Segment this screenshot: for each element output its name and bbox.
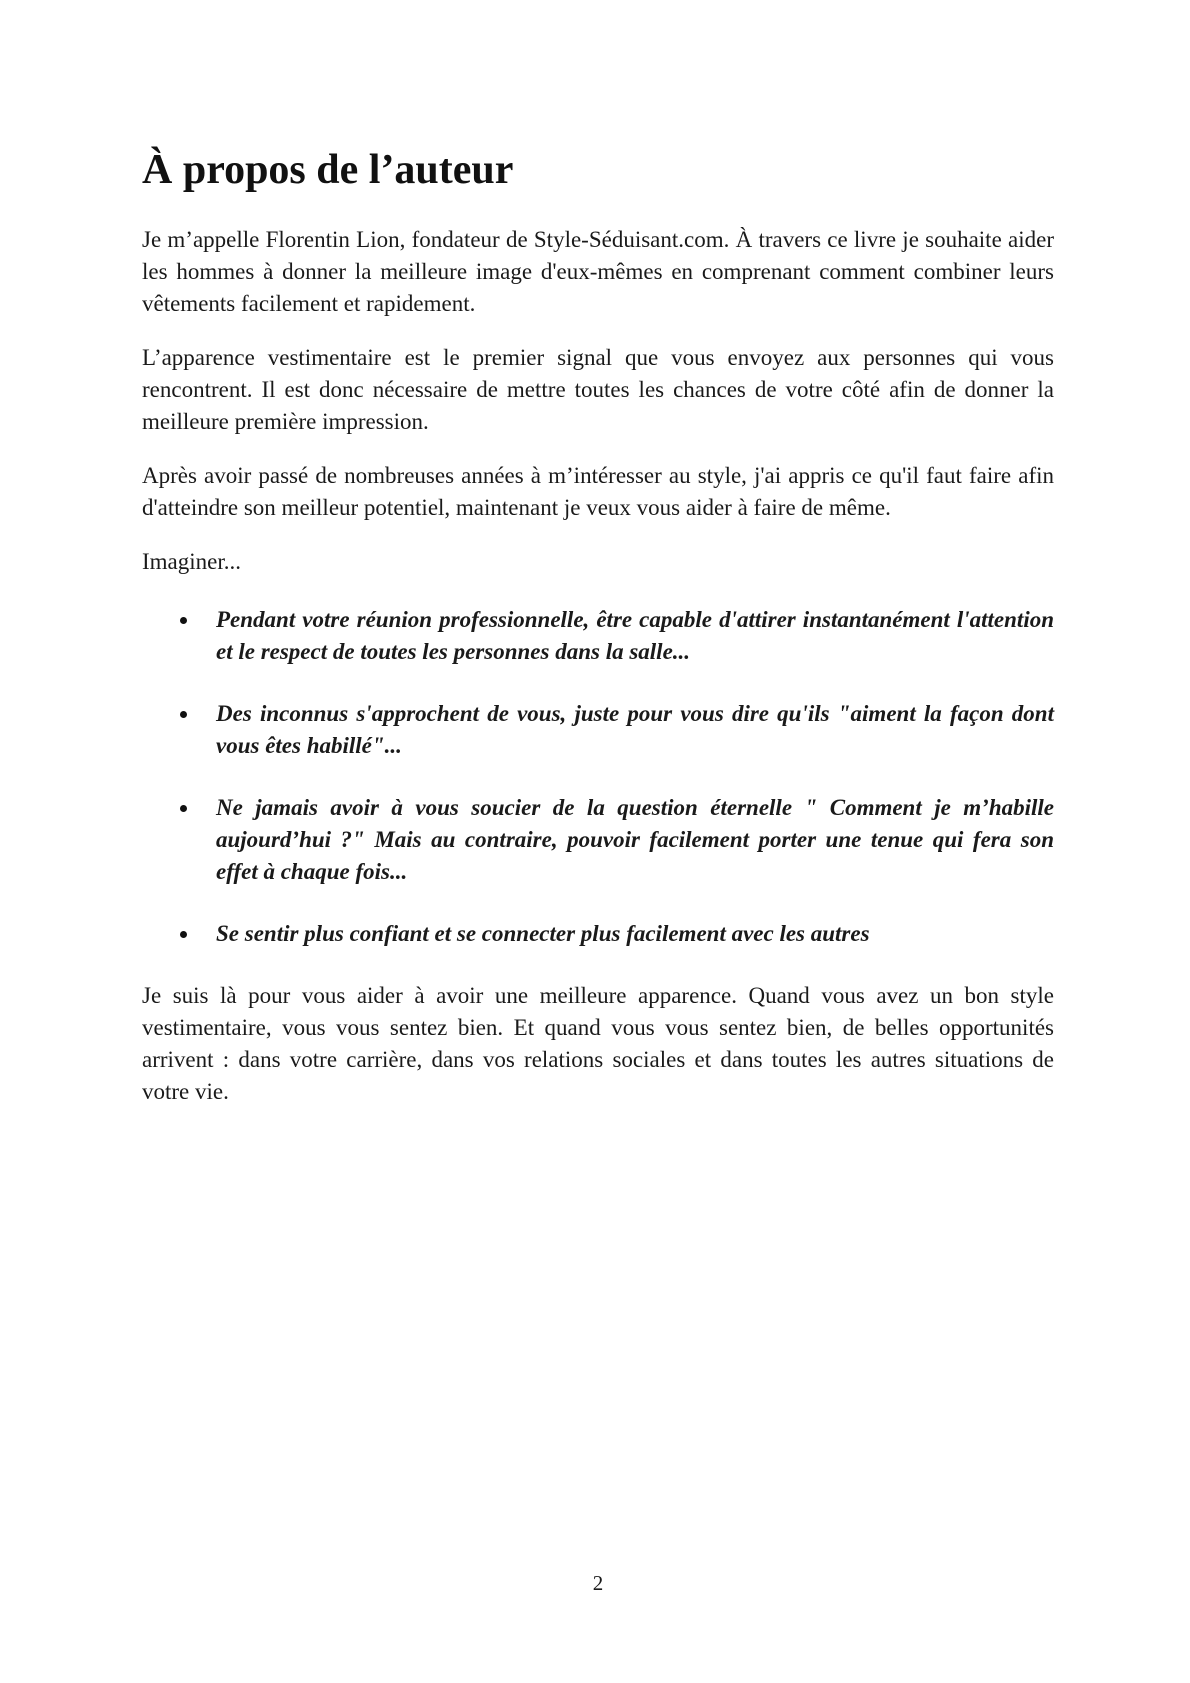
experience-paragraph: Après avoir passé de nombreuses années à m’intéresser au style, j'ai appris ce qu'il faut faire afin d'atteindre son meilleur potentiel, maintenant je veux vous aider à faire de même. <box>142 463 1054 520</box>
bullet-dot-icon <box>180 617 187 624</box>
list-item <box>142 604 1054 668</box>
bullet-dot-icon <box>180 805 187 812</box>
page-title: À propos de l’auteur <box>142 147 514 193</box>
page-content <box>142 224 1054 1130</box>
page-number: 2 <box>592 1571 604 1595</box>
appearance-paragraph: L’apparence vestimentaire est le premier signal que vous envoyez aux personnes qui vous rencontrent. Il est donc nécessaire de mettre toutes les chances de votre côté afin de donner la meilleure première impression. <box>142 345 1054 434</box>
closing-paragraph: Je suis là pour vous aider à avoir une meilleure apparence. Quand vous avez un bon style vestimentaire, vous vous sentez bien. Et quand vous vous sentez bien, de belles opportunités arrivent : dans votre carrière, dans vos relations sociales et dans toutes les autres situations de votre vie. <box>142 983 1054 1104</box>
bullet-dot-icon <box>180 711 187 718</box>
list-item <box>142 698 1054 762</box>
list-item-text: Se sentir plus confiant et se connecter plus facilement avec les autres <box>216 921 870 946</box>
document-page <box>142 0 1054 1683</box>
intro-paragraph: Je m’appelle Florentin Lion, fondateur de Style-Séduisant.com. À travers ce livre je souhaite aider les hommes à donner la meilleure image d'eux-mêmes en comprenant comment combiner leurs vêtements facilement et rapidement. <box>142 227 1054 316</box>
list-item-text: Des inconnus s'approchent de vous, juste pour vous dire qu'ils "aiment la façon dont vous êtes habillé"... <box>216 701 1054 758</box>
list-item <box>142 792 1054 888</box>
imagine-paragraph: Imaginer... <box>142 549 241 574</box>
imagine-list <box>142 604 1054 950</box>
bullet-dot-icon <box>180 931 187 938</box>
list-item <box>142 918 1054 950</box>
list-item-text: Pendant votre réunion professionnelle, être capable d'attirer instantanément l'attention et le respect de toutes les personnes dans la salle... <box>216 607 1054 664</box>
list-item-text: Ne jamais avoir à vous soucier de la question éternelle " Comment je m’habille aujourd’hui ?" Mais au contraire, pouvoir facilement porter une tenue qui fera son effet à chaque fois... <box>216 795 1054 884</box>
